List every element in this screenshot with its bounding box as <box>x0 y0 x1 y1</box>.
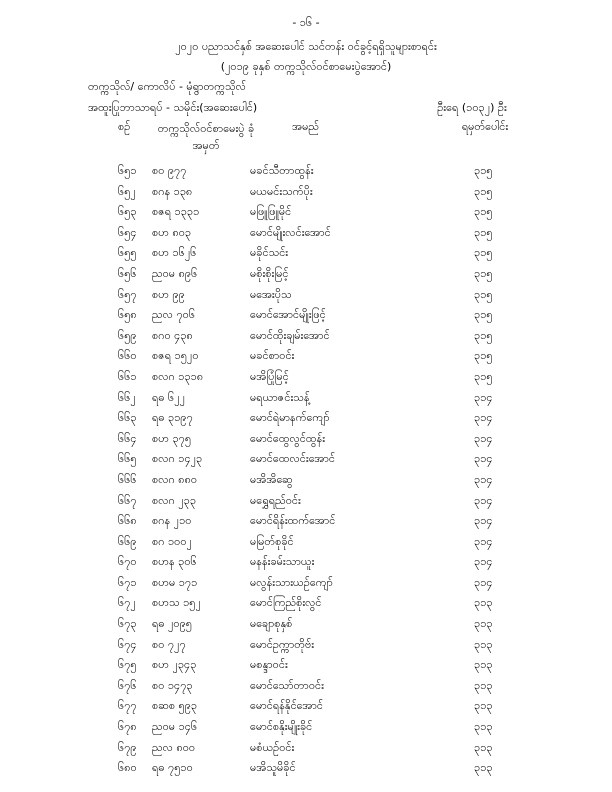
student-name: မယမင်းသက်ပိုး <box>250 184 313 198</box>
student-name: မလွန်းသားယဥ်ကျော် <box>250 575 333 589</box>
student-name: မောင်ထေလင်းအောင် <box>250 452 335 466</box>
student-name: မအေးပိုသ <box>250 287 292 301</box>
table-row <box>0 201 612 222</box>
roll-number: စဂဝ ၄၃၈ <box>152 328 193 342</box>
roll-number: စဇရ ၁၅၂၀ <box>152 349 199 363</box>
row-number: ၆၆၃ <box>118 411 137 425</box>
roll-number: ညဝမ ၈၉၆ <box>152 266 198 280</box>
table-row <box>0 695 612 716</box>
total-score: ၃၁၅ <box>474 164 493 177</box>
row-number: ၆၇၇ <box>118 699 137 713</box>
table-row <box>0 490 612 511</box>
student-name: မနန်းခမ်းသာယူး <box>250 555 315 569</box>
total-score: ၃၁၄ <box>474 472 493 486</box>
student-name: မောင်သော်တာဝင်း <box>250 678 324 692</box>
student-name: မအိအိဆွေ <box>250 472 293 486</box>
total-score: ၃၁၅ <box>474 205 493 219</box>
table-row <box>0 654 612 675</box>
row-number: ၆၆၇ <box>118 493 137 507</box>
roll-number: စဝ ၉၇၇ <box>152 164 187 177</box>
table-row <box>0 407 612 428</box>
row-number: ၆၇၈ <box>118 720 137 734</box>
roll-number: စလဂ ၁၄၂၃ <box>152 452 203 466</box>
total-score: ၃၁၅ <box>474 184 493 198</box>
row-number: ၆၇၀ <box>118 555 137 569</box>
student-name: မောင်ထိုးချမ်းအောင် <box>250 328 330 342</box>
student-name: မမြတ်စုခိုင် <box>250 534 294 548</box>
student-name: မောင်အောင်မျိုးဖြင့် <box>250 308 326 322</box>
roll-number: စလဂ ၁၃၁၈ <box>152 369 204 383</box>
table-row <box>0 448 612 469</box>
table-row <box>0 675 612 696</box>
roll-number: ရဓ ၇၅၁၀ <box>152 761 193 775</box>
row-number: ၆၅၈ <box>118 308 137 322</box>
student-name: မောင်ဥက္ကာတိုဗ်း <box>250 637 315 651</box>
row-number: ၆၆၈ <box>118 514 137 528</box>
student-name: မခိုင်သင်း <box>250 246 289 260</box>
roll-number: စဟ ၉၉ <box>152 287 185 301</box>
table-row <box>0 613 612 634</box>
table-row <box>0 160 612 181</box>
roll-number: စဂန ၁၃၈ <box>152 184 193 198</box>
university-line: တက္ကသိုလ်/ ကောလိပ် - မုံရွာတက္ကသိုလ် <box>88 80 246 93</box>
student-name: မချောစုနှစ် <box>250 617 293 631</box>
student-name: မရွှေရည်ဝင်း <box>250 493 301 507</box>
table-body <box>0 160 612 778</box>
table-row <box>0 592 612 613</box>
row-number: ၆၅၆ <box>118 266 137 280</box>
total-score: ၃၁၅ <box>474 349 493 363</box>
total-score: ၃၁၃ <box>474 678 493 692</box>
total-score: ၃၁၄ <box>474 390 493 404</box>
roll-number: စဟန ၃၀၆ <box>152 555 197 569</box>
total-score: ၃၁၅ <box>474 246 493 260</box>
row-number: ၆၆၀ <box>118 349 137 363</box>
row-number: ၆၇၅ <box>118 658 137 672</box>
total-score: ၃၁၄ <box>474 555 493 569</box>
row-number: ၆၇၄ <box>118 637 137 651</box>
student-name: မောင်ရဲမာနက်ကျော် <box>250 411 330 425</box>
roll-number: စဝ ၁၄၇၃ <box>152 678 193 692</box>
student-name: မောင်ထွေလွင်ထွန်း <box>250 431 326 445</box>
table-row <box>0 510 612 531</box>
total-score: ၃၁၄ <box>474 431 493 445</box>
row-number: ၆၅၃ <box>118 205 137 219</box>
student-name: မောင်စနိုးမျိုးခိုင် <box>250 720 313 734</box>
row-number: ၆၅၇ <box>118 287 137 301</box>
row-number: ၆၈၀ <box>118 761 137 775</box>
row-number: ၆၇၁ <box>118 575 137 589</box>
roll-number: စဟ ၂၃၄၃ <box>152 658 197 672</box>
row-number: ၆၅၁ <box>118 164 137 177</box>
roll-number: စလဂ ၈၈၀ <box>152 472 198 486</box>
table-row <box>0 345 612 366</box>
row-number: ၆၅၅ <box>118 246 137 260</box>
table-row <box>0 634 612 655</box>
row-number: ၆၆၂ <box>118 390 136 404</box>
header-score: ရမှတ်ပေါင်း <box>461 120 509 133</box>
row-number: ၆၆၅ <box>118 452 137 466</box>
student-name: မစိုးစိုးမြင့် <box>250 266 289 280</box>
student-name: မဖြူဖြူမိုင် <box>250 205 292 219</box>
roll-number: စဂ ၁၀၀၂ <box>152 534 192 548</box>
student-name: မခင်သီတာထွန်း <box>250 164 314 177</box>
table-row <box>0 551 612 572</box>
roll-number: စဇရ ၁၃၃၁ <box>152 205 200 219</box>
total-score: ၃၁၃ <box>474 740 493 754</box>
total-score: ၃၁၄ <box>474 575 493 589</box>
total-score: ၃၁၄ <box>474 514 493 528</box>
student-name: မောင်ကြည်စိုးလွင် <box>250 596 322 610</box>
table-row <box>0 304 612 325</box>
row-number: ၆၇၉ <box>118 740 137 754</box>
row-number: ၆၅၂ <box>118 184 136 198</box>
table-row <box>0 284 612 305</box>
roll-number: စဟ ၈၀၃ <box>152 225 192 239</box>
total-score: ၃၁၄ <box>474 452 493 466</box>
table-row <box>0 737 612 758</box>
header-roll-number: တက္ကသိုလ်ဝင်စာမေးပွဲ ခုံအမှတ် <box>157 122 255 152</box>
row-number: ၆၆၄ <box>118 431 137 445</box>
student-name: မအိပြုံမြင့် <box>250 369 289 383</box>
table-row <box>0 757 612 778</box>
table-row <box>0 387 612 408</box>
row-number: ၆၇၆ <box>118 678 137 692</box>
total-count: ဦးရေ (၁၀၃၂) ဦး <box>437 101 507 114</box>
row-number: ၆၇၂ <box>118 596 136 610</box>
table-row <box>0 716 612 737</box>
table-row <box>0 222 612 243</box>
roll-number: ညလ ၈၀၀ <box>152 740 196 754</box>
total-score: ၃၁၃ <box>474 720 493 734</box>
row-number: ၆၆၆ <box>118 472 137 486</box>
row-number: ၆၆၉ <box>118 534 137 548</box>
table-row <box>0 531 612 552</box>
total-score: ၃၁၃ <box>474 658 493 672</box>
subject-line: အထူးပြုဘာသာရပ် - သမိုင်း(အဆေးပေါင်) <box>88 101 258 114</box>
row-number: ၆၅၄ <box>118 225 137 239</box>
student-name: မောင်ရိန်းထက်အောင် <box>250 514 336 528</box>
total-score: ၃၁၅ <box>474 369 493 383</box>
student-name: မောင်ရန်နိုင်အောင် <box>250 699 323 713</box>
total-score: ၃၁၃ <box>474 761 493 775</box>
table-row <box>0 263 612 284</box>
roll-number: စဟမ ၁၇၁ <box>152 575 198 589</box>
total-score: ၃၁၅ <box>474 266 493 280</box>
roll-number: ရဓ ၃၁၉၇ <box>152 411 193 425</box>
header-no: စဉ် <box>118 120 131 133</box>
document-subtitle: (၂၀၁၉ ခုနှစ် တက္ကသိုလ်ဝင်စာမေးပွဲအောင်) <box>220 60 392 73</box>
total-score: ၃၁၃ <box>474 637 493 651</box>
table-row <box>0 469 612 490</box>
roll-number: စဟ ၃၇၅ <box>152 431 192 445</box>
roll-number: ရဓ ၆၂၂ <box>152 390 185 404</box>
roll-number: စဟသ ၁၅၂ <box>152 596 201 610</box>
header-name: အမည် <box>292 120 320 133</box>
total-score: ၃၁၃ <box>474 617 493 631</box>
total-score: ၃၁၅ <box>474 308 493 322</box>
table-row <box>0 325 612 346</box>
row-number: ၆၇၃ <box>118 617 137 631</box>
total-score: ၃၁၅ <box>474 287 493 301</box>
total-score: ၃၁၅ <box>474 328 493 342</box>
row-number: ၆၅၉ <box>118 328 137 342</box>
student-name: မောင်မျိုးလင်းအောင် <box>250 225 331 239</box>
student-name: မအိသူမိခိုင် <box>250 761 296 775</box>
table-row <box>0 242 612 263</box>
student-name: မစံယဉ်ဝင်း <box>250 740 295 754</box>
total-score: ၃၁၄ <box>474 534 493 548</box>
student-name: မခင်စာဝင်း <box>250 349 295 363</box>
roll-number: စဂန ၂၁၀ <box>152 514 192 528</box>
roll-number: ရဓ ၂၀၉၅ <box>152 617 192 631</box>
table-header <box>0 120 612 154</box>
roll-number: စဟ ၁၆၂၆ <box>152 246 197 260</box>
roll-number: စလဂ ၂၃၃ <box>152 493 197 507</box>
page-number: - ၁၆ - <box>292 16 320 29</box>
roll-number: ညလ ၇၀၆ <box>152 308 196 322</box>
student-name: မရယာဇင်းသန့် <box>250 390 310 404</box>
roll-number: စဆစ ၅၉၃ <box>152 699 198 713</box>
roll-number: စဝ ၇၂၇ <box>152 637 186 651</box>
row-number: ၆၆၁ <box>118 369 137 383</box>
total-score: ၃၁၃ <box>474 699 493 713</box>
table-row <box>0 428 612 449</box>
roll-number: ညဝမ ၁၄၆ <box>152 720 198 734</box>
table-row <box>0 366 612 387</box>
total-score: ၃၁၄ <box>474 411 493 425</box>
total-score: ၃၁၅ <box>474 225 493 239</box>
total-score: ၃၁၄ <box>474 493 493 507</box>
table-row <box>0 181 612 202</box>
total-score: ၃၁၃ <box>474 596 493 610</box>
table-row <box>0 572 612 593</box>
student-name: မစန္ဒာဝင်း <box>250 658 288 672</box>
document-title: ၂၀၂၀ ပညာသင်နှစ် အဆေးပေါင် သင်တန်း ဝင်ခွင့်ရရှိသူများစာရင်း <box>175 40 437 53</box>
